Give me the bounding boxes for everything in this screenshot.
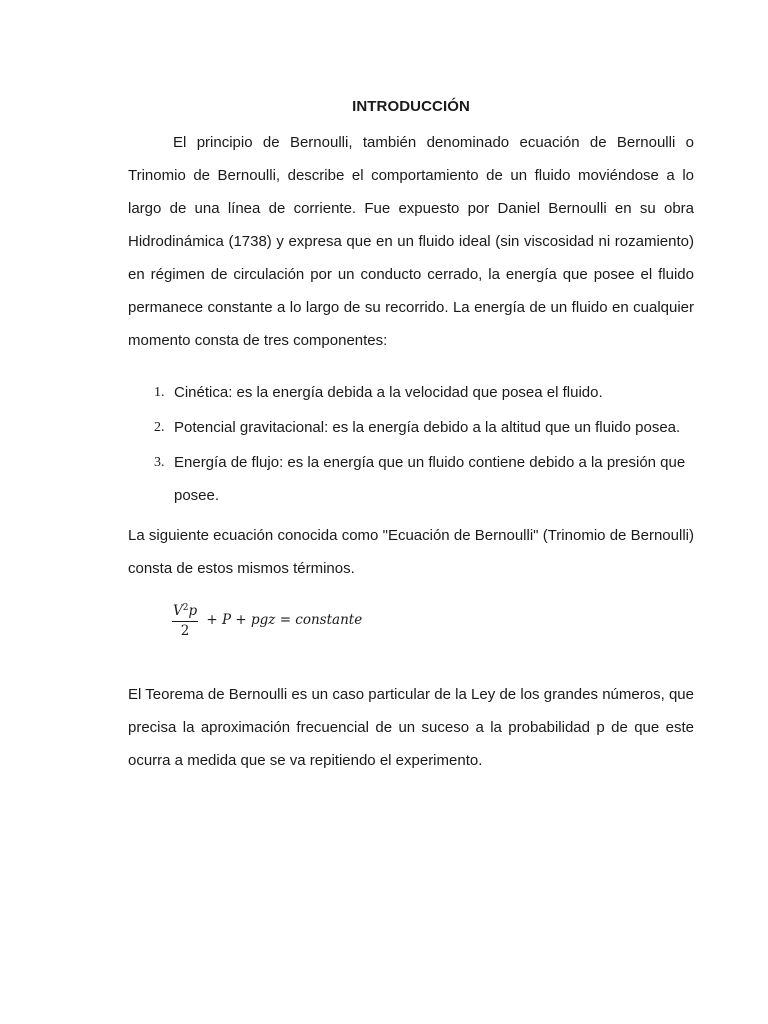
page-title: INTRODUCCIÓN xyxy=(352,98,470,115)
numerator-base: V xyxy=(173,603,183,619)
closing-paragraph: El Teorema de Bernoulli es un caso particular de la Ley de los grandes números, que precisa la aproximación frecuencial de un suceso a la probabilidad p de que este ocurra a medida que se va repitiendo el experimento. xyxy=(128,686,694,769)
intro-paragraph: El principio de Bernoulli, también denominado ecuación de Bernoulli o Trinomio de Bernoulli, describe el comportamiento de un fluido moviéndose a lo largo de una línea de corriente. Fue expuesto por Daniel Bernoulli en su obra Hidrodinámica (1738) y expresa que en un fluido ideal (sin viscosidad ni rozamiento) en régimen de circulación por un conducto cerrado, la energía que posee el fluido permanece constante a lo largo de su recorrido. La energía de un fluido en cualquier momento consta de tres componentes: xyxy=(128,134,694,349)
bernoulli-equation xyxy=(172,597,362,643)
numerator-tail: p xyxy=(188,603,198,619)
list-item-number: 3. xyxy=(154,455,165,470)
list-item-text: Cinética: es la energía debida a la velocidad que posea el fluido. xyxy=(174,384,603,401)
equation-fraction xyxy=(172,600,198,640)
list-item xyxy=(128,446,694,512)
equation-intro-paragraph: La siguiente ecuación conocida como "Ecuación de Bernoulli" (Trinomio de Bernoulli) consta de estos mismos términos. xyxy=(128,527,694,577)
list-item-number: 1. xyxy=(154,385,165,400)
components-list xyxy=(128,376,694,514)
equation-denominator: 2 xyxy=(180,623,190,639)
document-page xyxy=(128,0,694,1024)
list-item-number: 2. xyxy=(154,420,165,435)
list-item-text: Potencial gravitacional: es la energía debido a la altitud que un fluido posea. xyxy=(174,419,681,436)
list-item-text: Energía de flujo: es la energía que un fluido contiene debido a la presión que posee. xyxy=(174,454,686,504)
list-item xyxy=(128,376,694,409)
equation-rest: + P + pgz = constante xyxy=(202,612,363,628)
list-item xyxy=(128,411,694,444)
numerator-exponent: 2 xyxy=(182,603,189,613)
equation-numerator xyxy=(172,600,198,622)
